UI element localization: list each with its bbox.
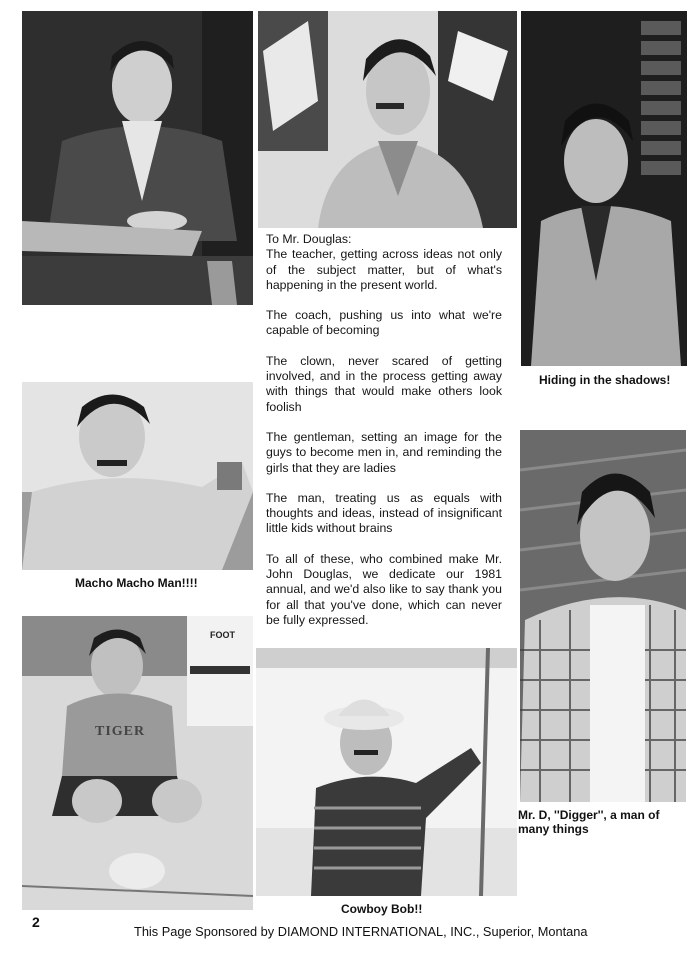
photo-mustache-sideview [258,11,517,228]
photo-crouching-tiger [22,616,253,910]
photo-seated-at-desk [22,11,253,305]
page-number: 2 [32,914,40,930]
photo-cowboy-bob [256,648,517,896]
photo-digger-plaid [520,430,686,802]
sponsor-line: This Page Sponsored by DIAMOND INTERNATIONAL, INC., Superior, Montana [134,924,588,939]
caption-cowboy-bob: Cowboy Bob!! [341,902,423,916]
dedication-paragraph-coach: The coach, pushing us into what we're capable of becoming [266,308,502,338]
jersey-text: FOOT [210,630,235,640]
caption-digger: Mr. D, ''Digger'', a man of many things [518,808,660,836]
dedication-paragraph-gentleman: The gentleman, setting an image for the guys to become men in, and reminding the girls that they are ladies [266,429,502,475]
photo-hiding-in-shadows [521,11,687,366]
dedication-salutation: To Mr. Douglas: [266,232,352,246]
dedication-paragraph-man: The man, treating us as equals with thoughts and ideas, instead of insignificant little kids without brains [266,490,502,536]
dedication-paragraph-closing: To all of these, who combined make Mr. John Douglas, we dedicate our 1981 annual, and we'd also like to say thank you for all that you've done, which can never be fully expressed. [266,551,502,627]
photo-macho-man [22,382,253,570]
dedication-paragraph-teacher: The teacher, getting across ideas not only of the subject matter, but of what's happening in the present world. [266,247,502,292]
dedication-paragraph-clown: The clown, never scared of getting involved, and in the process getting away with things that would make others look foolish [266,353,502,414]
dedication-text [266,232,502,643]
caption-macho-man: Macho Macho Man!!!! [75,576,198,590]
caption-hiding-in-shadows: Hiding in the shadows! [539,373,671,387]
shirt-text: TIGER [95,724,146,739]
